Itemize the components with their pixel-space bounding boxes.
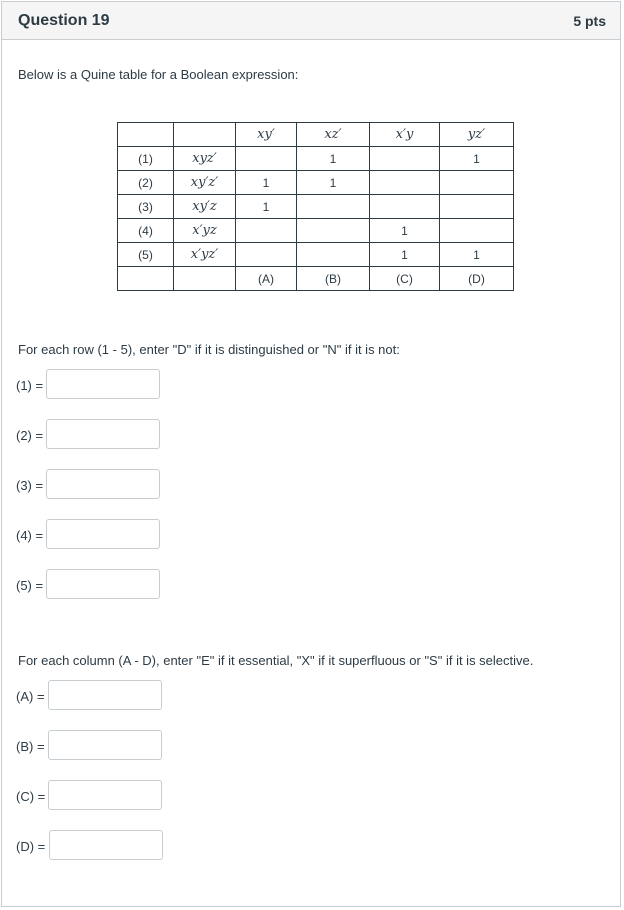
row-answer-label: (4) = [16,528,44,543]
row-answer-label: (2) = [16,428,44,443]
col-d-input[interactable] [49,830,163,860]
table-row [118,195,514,219]
header-cell: xy′ [236,123,297,147]
col-answer-label: (B) = [16,739,45,754]
table-cell [440,171,514,195]
col-a-input[interactable] [48,680,162,710]
row-term: xy′z [174,195,236,219]
row-term: xyz′ [174,147,236,171]
footer-cell [118,267,174,291]
table-cell [370,195,440,219]
row-number: (5) [118,243,174,267]
question-title: Question 19 [18,12,110,29]
table-cell: 1 [440,243,514,267]
intro-text: Below is a Quine table for a Boolean expression: [18,67,299,82]
table-cell [297,195,370,219]
table-cell [236,243,297,267]
table-footer-row [118,267,514,291]
table-row [118,219,514,243]
row-term: x′yz [174,219,236,243]
table-cell [297,243,370,267]
row-term: x′yz′ [174,243,236,267]
table-row [118,171,514,195]
row-number: (3) [118,195,174,219]
table-cell: 1 [297,147,370,171]
col-answer-label: (C) = [16,789,46,804]
header-cell [118,123,174,147]
footer-cell: (B) [297,267,370,291]
row-answer-label: (5) = [16,578,44,593]
question-points: 5 pts [573,13,606,29]
row-answer-label: (1) = [16,378,44,393]
table-cell [370,147,440,171]
table-cell [236,147,297,171]
table-cell [440,219,514,243]
col-b-input[interactable] [48,730,162,760]
table-cell: 1 [370,243,440,267]
table-cell: 1 [297,171,370,195]
table-cell: 1 [236,195,297,219]
header-cell: x′y [370,123,440,147]
table-cell: 1 [440,147,514,171]
header-cell: yz′ [440,123,514,147]
header-cell: xz′ [297,123,370,147]
table-cell [440,195,514,219]
table-header-row [118,123,514,147]
table-row [118,243,514,267]
row-2-input[interactable] [46,419,160,449]
table-cell [370,171,440,195]
row-1-input[interactable] [46,369,160,399]
row-number: (4) [118,219,174,243]
row-4-input[interactable] [46,519,160,549]
question-header [2,2,620,40]
col-c-input[interactable] [48,780,162,810]
quine-table [117,122,514,291]
footer-cell [174,267,236,291]
table-row [118,147,514,171]
row-term: xy′z′ [174,171,236,195]
footer-cell: (D) [440,267,514,291]
footer-cell: (C) [370,267,440,291]
row-answer-label: (3) = [16,478,44,493]
col-answer-label: (A) = [16,689,45,704]
cols-prompt: For each column (A - D), enter "E" if it essential, "X" if it superfluous or "S" if it is selective. [18,653,534,668]
table-cell: 1 [370,219,440,243]
row-number: (1) [118,147,174,171]
row-number: (2) [118,171,174,195]
footer-cell: (A) [236,267,297,291]
row-3-input[interactable] [46,469,160,499]
rows-prompt: For each row (1 - 5), enter "D" if it is distinguished or "N" if it is not: [18,342,400,357]
row-5-input[interactable] [46,569,160,599]
table-cell [297,219,370,243]
table-cell: 1 [236,171,297,195]
col-answer-label: (D) = [16,839,46,854]
table-cell [236,219,297,243]
header-cell [174,123,236,147]
